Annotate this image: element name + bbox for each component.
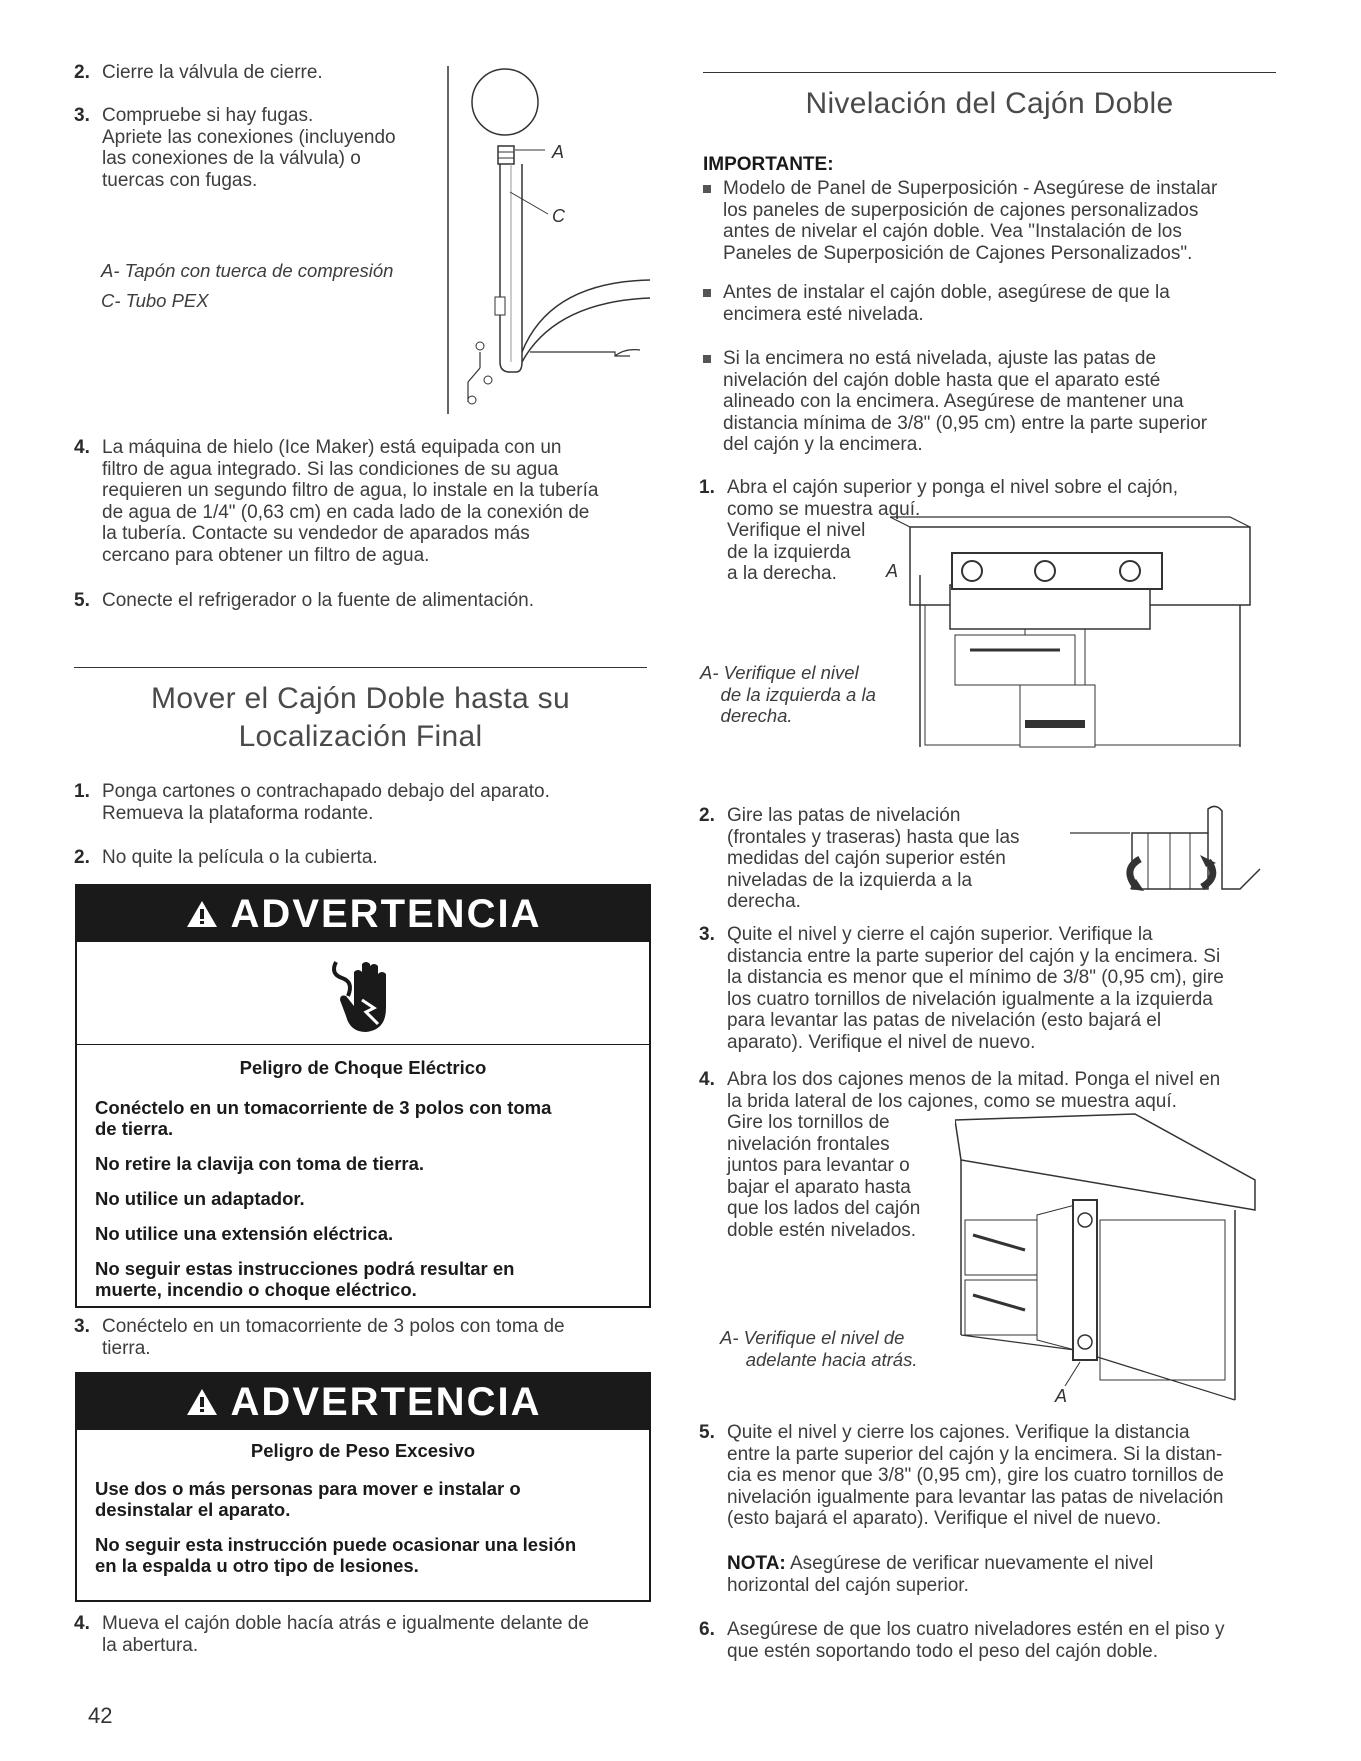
bullet-text: Si la encimera no está nivelada, ajuste las patas de nivelación del cajón doble hasta que el aparato esté alineado con la encimera. Asegúrese de mantener una distancia mínima de 3/8" (0,95 cm) entre la parte superior del cajón y la encimera. (723, 348, 1208, 455)
nota-label: NOTA: (727, 1553, 786, 1574)
step-text: Quite el nivel y cierre los cajones. Verifique la distancia entre la parte superior del cajón y la encimera. Si la distan- cia es menor que 3/8" (0,95 cm), gire los cuatro tornillos de nivelación igualmente para levantar las patas de nivelación (esto bajará el aparato). Verifique el nivel de nuevo. (727, 1422, 1224, 1529)
level-step-5 (699, 1422, 1289, 1530)
step-number: 1. (699, 477, 715, 498)
warning-line: No utilice una extensión eléctrica. (95, 1223, 394, 1244)
warning-line: No utilice un adaptador. (95, 1188, 305, 1209)
warning-triangle-icon (185, 1376, 219, 1432)
fig2-label-a: A (1055, 1386, 1068, 1406)
step-number: 5. (74, 590, 90, 611)
leveling-foot-illustration (1070, 805, 1270, 905)
step-number: 4. (699, 1069, 715, 1090)
fig2-caption: A- Verifique el nivel de adelante hacia atrás. (720, 1327, 918, 1370)
step-text: No quite la película o la cubierta. (102, 847, 378, 868)
step-3-ground-outlet (74, 1316, 644, 1359)
step-text: Gire las patas de nivelación (frontales y traseras) hasta que las medidas del cajón superior estén niveladas de la izquierda a la derecha. (727, 805, 1020, 912)
step-text: Ponga cartones o contrachapado debajo del aparato. Remueva la plataforma rodante. (102, 781, 550, 824)
right-section-divider (703, 72, 1276, 73)
move-step-1 (74, 781, 644, 824)
move-step-2 (74, 847, 644, 869)
important-heading: IMPORTANTE: (703, 154, 834, 175)
step-number: 3. (699, 924, 715, 945)
drawer-level-illustration (880, 505, 1280, 755)
warning-header (77, 886, 649, 942)
step-text: Quite el nivel y cierre el cajón superior. Verifique la distancia entre la parte superior del cajón y la encimera. Si la distancia es menor que el mínimo de 3/8" (0,95 cm), gire los cuatro tornillos de nivelación igualmente a la izquierda para levantar las patas de nivelación (esto bajará el aparato). Verifique el nivel de nuevo. (727, 924, 1224, 1053)
fig1-caption: A- Verifique el nivel de la izquierda a la derecha. (700, 662, 876, 726)
page-number: 42 (88, 1703, 113, 1728)
electric-shock-warning (75, 884, 651, 1308)
step-number: 5. (699, 1422, 715, 1443)
step-number: 1. (74, 781, 90, 802)
warning-header-text: ADVERTENCIA (230, 1380, 542, 1424)
bullet-adjust-legs (703, 348, 1283, 456)
level-step-2 (699, 805, 1119, 913)
valve-caption-c: C- Tubo PEX (101, 290, 209, 311)
warning-line: Use dos o más personas para mover e instalar o desinstalar el aparato. (95, 1478, 521, 1520)
step-text: Compruebe si hay fugas. Apriete las conexiones (incluyendo las conexiones de la válvula) o tuercas con fugas. (102, 105, 396, 191)
warning-triangle-icon (185, 888, 219, 944)
step-number: 2. (699, 805, 715, 826)
warning-title: Peligro de Peso Excesivo (250, 1440, 476, 1461)
warning-body (77, 1079, 649, 1300)
valve-caption-a: A- Tapón con tuerca de compresión (101, 260, 394, 281)
step-5-connect (74, 590, 644, 612)
step-4-move-back (74, 1613, 644, 1656)
weight-warning (75, 1372, 651, 1602)
bullet-text: Modelo de Panel de Superposición - Asegúrese de instalar los paneles de superposición de cajones personalizados antes de nivelar el cajón doble. Vea "Instalación de los Paneles de Superposición de Cajones Personalizados". (723, 178, 1218, 264)
step-number: 6. (699, 1619, 715, 1640)
nota (727, 1553, 1287, 1596)
valve-illustration (440, 62, 655, 422)
level-step-6 (699, 1619, 1289, 1662)
drawer-level-figure-2 (955, 1110, 1280, 1410)
bullet-overlay-panel (703, 178, 1283, 264)
step-text: La máquina de hielo (Ice Maker) está equipada con un filtro de agua integrado. Si las condiciones de su agua requieren un segundo filtro de agua, lo instale en la tubería de agua de 1/4" (0,63 cm) en cada lado de la conexión de la tubería. Contacte su vendedor de aparados más cercano para obtener un filtro de agua. (102, 437, 599, 566)
step-text: Conéctelo en un tomacorriente de 3 polos con toma de tierra. (102, 1316, 565, 1359)
move-title-line-2: Localización Final (238, 720, 483, 753)
bullet-square-icon (703, 289, 711, 297)
step-number: 3. (74, 1316, 90, 1337)
shock-hazard-icon (77, 942, 649, 1045)
level-step-3 (699, 924, 1289, 1053)
bullet-square-icon (703, 355, 711, 363)
move-title-line-1: Mover el Cajón Doble hasta su (151, 682, 570, 715)
valve-figure (440, 62, 655, 422)
warning-body (77, 1462, 649, 1576)
valve-label-c: C (552, 206, 565, 226)
warning-line: No retire la clavija con toma de tierra. (95, 1153, 425, 1174)
warning-header-text: ADVERTENCIA (230, 892, 542, 936)
step-text: Abra los dos cajones menos de la mitad. Ponga el nivel en la brida lateral de los cajones, como se muestra aquí. Gire los tornillos de nivelación frontales juntos para levantar o bajar el aparato hasta que los lados del cajón doble estén nivelados. (727, 1069, 1221, 1241)
bullet-countertop-level (703, 282, 1283, 325)
step-2-close-valve (74, 62, 434, 84)
move-section-title (74, 680, 647, 756)
drawer-level-figure-1 (880, 505, 1280, 755)
step-number: 2. (74, 62, 90, 83)
warning-header (77, 1374, 649, 1430)
section-divider (74, 667, 647, 668)
warning-line: Conéctelo en un tomacorriente de 3 polos con toma de tierra. (95, 1097, 552, 1139)
step-text: Abra el cajón superior y ponga el nivel sobre el cajón, como se muestra aquí. Verifique el nivel de la izquierda a la derecha. (727, 477, 1178, 584)
leveling-foot-figure (1070, 805, 1270, 905)
side-level-illustration (955, 1110, 1280, 1410)
step-4-filter (74, 437, 644, 566)
step-number: 2. (74, 847, 90, 868)
step-number: 3. (74, 105, 90, 126)
step-text: Mueva el cajón doble hacía atrás e igualmente delante de la abertura. (102, 1613, 589, 1656)
leveling-title: Nivelación del Cajón Doble (805, 87, 1174, 120)
step-text: Conecte el refrigerador o la fuente de alimentación. (102, 590, 534, 611)
nota-text: Asegúrese de verificar nuevamente el nivel horizontal del cajón superior. (727, 1553, 1154, 1596)
step-3-check-leaks (74, 105, 434, 191)
step-number: 4. (74, 437, 90, 458)
bullet-square-icon (703, 185, 711, 193)
valve-label-a: A (552, 142, 565, 162)
step-text: Cierre la válvula de cierre. (102, 62, 323, 83)
warning-line: No seguir esta instrucción puede ocasionar una lesión en la espalda u otro tipo de lesiones. (95, 1534, 577, 1576)
step-number: 4. (74, 1613, 90, 1634)
warning-title: Peligro de Choque Eléctrico (239, 1057, 487, 1078)
step-text: Asegúrese de que los cuatro niveladores estén en el piso y que estén soportando todo el peso del cajón doble. (727, 1619, 1225, 1662)
fig1-label-a: A (886, 561, 899, 581)
bullet-text: Antes de instalar el cajón doble, asegúrese de que la encimera esté nivelada. (723, 282, 1170, 325)
warning-line: No seguir estas instrucciones podrá resultar en muerte, incendio o choque eléctrico. (95, 1258, 515, 1300)
